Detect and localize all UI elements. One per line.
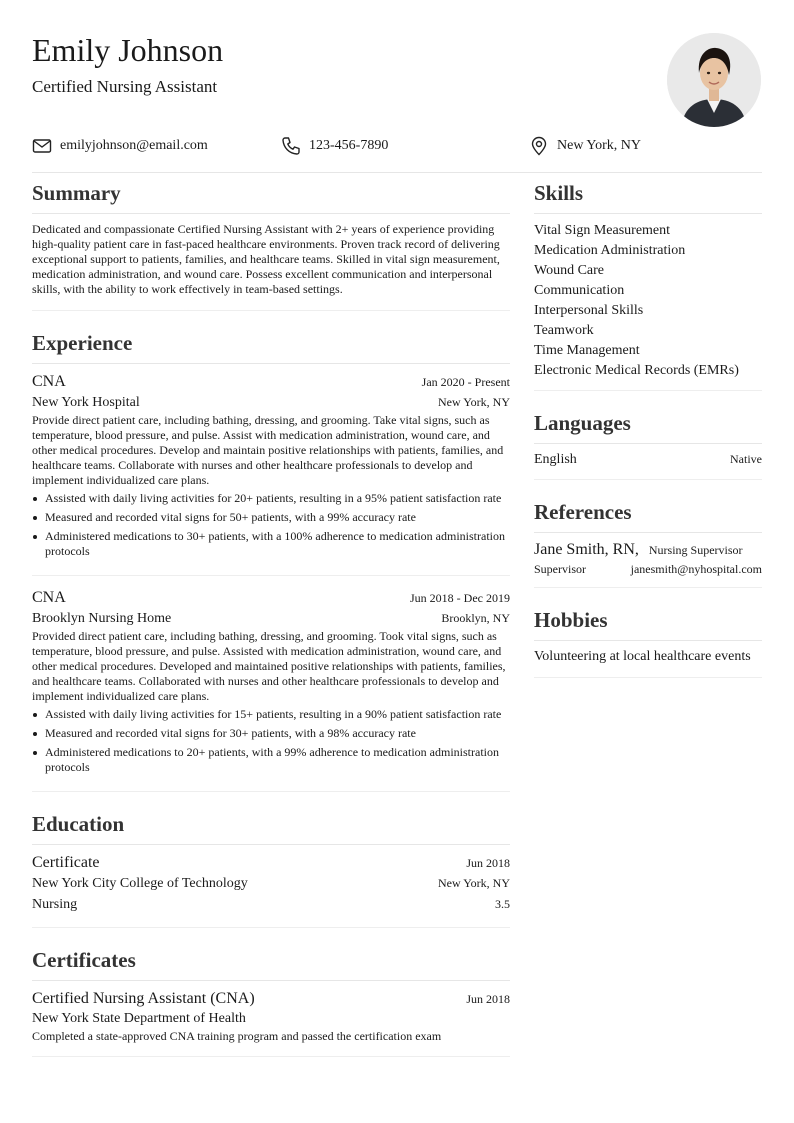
summary-text: Dedicated and compassionate Certified Nursing Assistant with 2+ years of experience providing high-quality patient care in fast-paced healthcare environments. Proven track record of delivering exceptional support to patients, families, and healthcare teams. Skilled in vital sign measurement, medication administration, and wound care. Possess excellent communication and interpersonal skills, with the ability to work effectively in team-based settings. — [32, 222, 500, 296]
skill-item: Interpersonal Skills — [534, 303, 644, 318]
certificate-description: Completed a state-approved CNA training program and passed the certification exam — [32, 1029, 442, 1043]
school-name: New York City College of Technology — [32, 876, 248, 891]
achievement-list — [32, 707, 510, 775]
certificate-date: Jun 2018 — [466, 992, 510, 1006]
section-heading: References — [534, 495, 762, 533]
job-location: New York, NY — [437, 395, 510, 409]
education-date: Jun 2018 — [466, 856, 510, 870]
skill-item: Medication Administration — [534, 243, 686, 258]
location-pin-icon — [529, 136, 549, 156]
person-name: Emily Johnson — [32, 32, 224, 68]
certificates-section — [32, 943, 510, 1057]
certificate-name: Certified Nursing Assistant (CNA) — [32, 990, 255, 1007]
languages-section — [534, 406, 762, 480]
email-text: emilyjohnson@email.com — [60, 138, 208, 153]
section-heading: Summary — [32, 176, 510, 214]
job-role: CNA — [32, 589, 66, 606]
side-column — [534, 176, 762, 678]
achievement-item: Measured and recorded vital signs for 30+ patients, with a 98% accuracy rate — [32, 726, 510, 741]
achievement-item: Assisted with daily living activities for 15+ patients, resulting in a 90% patient satisfaction rate — [32, 707, 510, 722]
experience-entry — [32, 575, 510, 791]
language-item — [534, 444, 762, 479]
skills-section — [534, 176, 762, 391]
job-dates: Jan 2020 - Present — [421, 375, 510, 389]
job-description: Provide direct patient care, including bathing, dressing, and grooming. Take vital signs, such as temperature, blood pressure, and pulse. Assist with medication administration, wound care, and other medical procedures. Develop and maintain positive relationships with patients, families, and healthcare teams. Collaborate with nurses and other healthcare professionals to develop and implement individualized care plans. — [32, 413, 504, 487]
section-heading: Skills — [534, 176, 762, 214]
skill-item: Teamwork — [534, 323, 594, 338]
job-role: CNA — [32, 373, 66, 390]
contact-location — [529, 134, 641, 158]
employer-name: New York Hospital — [32, 395, 140, 410]
skill-item: Vital Sign Measurement — [534, 223, 671, 238]
education-section — [32, 807, 510, 928]
gpa-value: 3.5 — [495, 897, 510, 911]
skill-item: Electronic Medical Records (EMRs) — [534, 363, 739, 378]
mail-icon — [32, 136, 52, 156]
field-of-study: Nursing — [32, 897, 78, 912]
experience-entry — [32, 364, 510, 575]
skill-item: Time Management — [534, 343, 640, 358]
achievement-item: Administered medications to 30+ patients, with a 100% adherence to medication administration protocols — [32, 529, 510, 559]
employer-name: Brooklyn Nursing Home — [32, 611, 172, 626]
job-location: Brooklyn, NY — [441, 611, 510, 625]
reference-email[interactable]: janesmith@nyhospital.com — [630, 562, 762, 576]
main-column — [32, 176, 510, 1057]
section-heading: Experience — [32, 326, 510, 364]
achievement-item: Assisted with daily living activities for 20+ patients, resulting in a 95% patient satisfaction rate — [32, 491, 510, 506]
experience-section — [32, 326, 510, 792]
language-level: Native — [730, 452, 762, 466]
skills-list — [534, 214, 762, 390]
reference-entry — [534, 533, 762, 587]
reference-role: Nursing Supervisor — [648, 543, 743, 557]
contact-email[interactable] — [32, 134, 208, 158]
contact-phone[interactable] — [281, 134, 388, 158]
section-heading: Certificates — [32, 943, 510, 981]
skill-item: Communication — [534, 283, 625, 298]
phone-icon — [281, 136, 301, 156]
achievement-list — [32, 491, 510, 559]
resume-page — [32, 0, 762, 1043]
certificate-entry — [32, 981, 510, 1056]
certificate-issuer: New York State Department of Health — [32, 1011, 246, 1026]
job-description: Provided direct patient care, including bathing, dressing, and grooming. Took vital signs, such as temperature, blood pressure, and pulse. Assisted with medication administration, wound care, and other medical procedures. Developed and maintained positive relationships with patients, families, and healthcare teams. Collaborated with nurses and other healthcare professionals to develop and implement individualized care plans. — [32, 629, 506, 703]
achievement-item: Administered medications to 20+ patients, with a 99% adherence to medication administration protocols — [32, 745, 510, 775]
section-heading: Languages — [534, 406, 762, 444]
location-text: New York, NY — [557, 138, 642, 153]
school-location: New York, NY — [437, 876, 510, 890]
hobby-item: Volunteering at local healthcare events — [534, 649, 751, 664]
phone-text: 123-456-7890 — [309, 138, 389, 153]
skill-item: Wound Care — [534, 263, 605, 278]
references-section — [534, 495, 762, 588]
language-name: English — [534, 452, 577, 467]
reference-name: Jane Smith, RN, — [534, 541, 639, 558]
summary-section — [32, 176, 510, 311]
job-title: Certified Nursing Assistant — [32, 77, 218, 96]
education-entry — [32, 845, 510, 927]
section-heading: Hobbies — [534, 603, 762, 641]
resume-header — [32, 0, 762, 173]
section-heading: Education — [32, 807, 510, 845]
profile-photo — [667, 33, 761, 127]
reference-relation: Supervisor — [534, 562, 586, 576]
job-dates: Jun 2018 - Dec 2019 — [410, 591, 510, 605]
achievement-item: Measured and recorded vital signs for 50+ patients, with a 99% accuracy rate — [32, 510, 510, 525]
degree-name: Certificate — [32, 854, 100, 871]
profile-photo-image — [667, 33, 761, 127]
hobbies-section — [534, 603, 762, 678]
contact-bar — [32, 134, 762, 160]
